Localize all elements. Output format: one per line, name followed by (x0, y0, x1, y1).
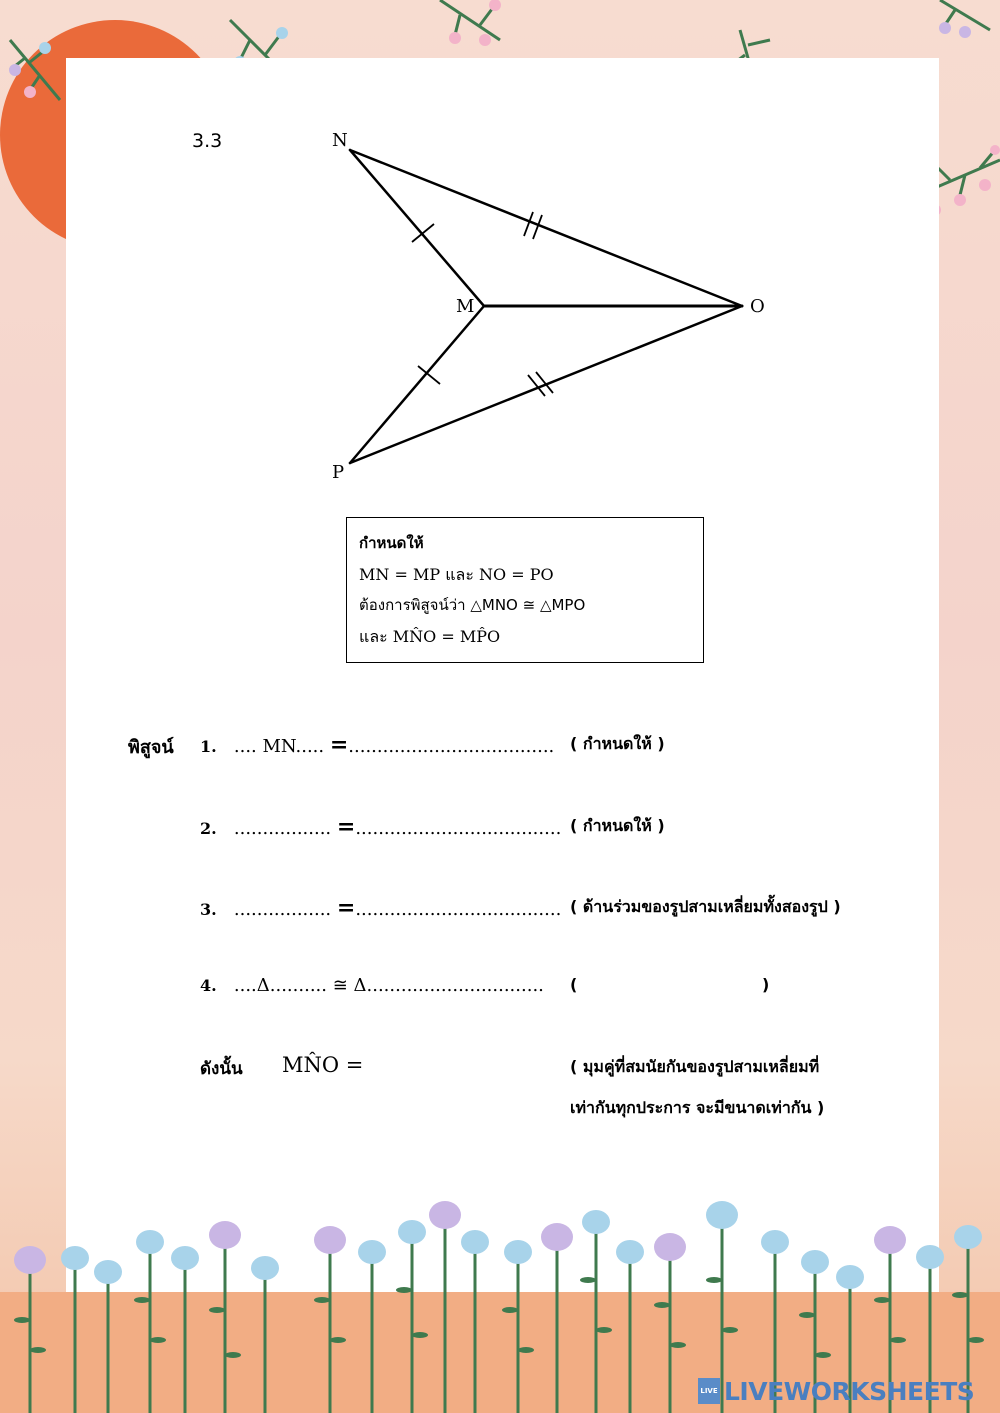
step-2-reason: ( กำหนดให้ ) (570, 816, 665, 835)
given-line-2: ต้องการพิสูจน์ว่า △MNO ≅ △MPO (359, 596, 586, 614)
given-title: กำหนดให้ (359, 534, 424, 552)
step-left[interactable]: ................. (233, 818, 337, 839)
step-relation: = (329, 732, 349, 758)
given-box (346, 517, 704, 663)
step-right[interactable]: .................................... (355, 899, 562, 920)
vertex-label-m: M (456, 296, 475, 317)
liveworksheets-logo[interactable] (698, 1376, 974, 1406)
segment-no (350, 150, 742, 306)
proof-label: พิสูจน์ (128, 737, 174, 758)
step-relation: ≅ (332, 975, 348, 996)
step-number: 3. (200, 900, 217, 919)
step-4-reason-input[interactable] (590, 972, 750, 998)
step-left[interactable]: ....Δ.......... (233, 975, 333, 996)
step-right[interactable]: .................................... (348, 736, 555, 757)
step-relation: = (336, 814, 356, 840)
tick-no-1 (524, 212, 533, 236)
proof-step-4 (200, 975, 544, 996)
step-number: 1. (200, 737, 217, 756)
given-line-1: MN = MP และ NO = PO (359, 565, 554, 584)
vertex-label-n: N (332, 130, 348, 151)
step-right[interactable]: .................................... (355, 818, 562, 839)
step-number: 2. (200, 819, 217, 838)
segment-nm (350, 150, 484, 306)
conclusion-label: ดังนั้น (200, 1059, 243, 1079)
proof-step-1 (200, 732, 554, 758)
vertex-label-o: O (750, 296, 765, 317)
problem-number: 3.3 (192, 130, 223, 152)
step-left[interactable]: ................. (233, 899, 337, 920)
conclusion-expression: MN̂O = (282, 1053, 364, 1077)
live-badge-icon: LIVE (698, 1378, 720, 1404)
vertex-label-p: P (332, 462, 345, 483)
step-4-reason-open: ( (570, 975, 578, 994)
conclusion-reason-line-1: ( มุมคู่ที่สมนัยกันของรูปสามเหลี่ยมที่ (570, 1057, 820, 1076)
step-1-reason: ( กำหนดให้ ) (570, 734, 665, 753)
proof-step-2 (200, 814, 561, 840)
given-line-3: และ MN̂O = MP̂O (359, 627, 501, 646)
segment-mp (350, 306, 484, 463)
step-right[interactable]: Δ............................... (347, 975, 544, 996)
conclusion-reason-line-2: เท่ากันทุกประการ จะมีขนาดเท่ากัน ) (570, 1098, 825, 1117)
proof-step-3 (200, 895, 561, 921)
step-left[interactable]: .... MN..... (233, 736, 330, 757)
step-3-reason: ( ด้านร่วมของรูปสามเหลี่ยมทั้งสองรูป ) (570, 897, 841, 916)
step-4-reason-close: ) (762, 975, 770, 994)
watermark-text: LIVEWORKSHEETS (724, 1376, 975, 1406)
step-relation: = (336, 895, 356, 921)
conclusion-answer-input[interactable] (370, 1050, 540, 1080)
step-number: 4. (200, 976, 217, 995)
